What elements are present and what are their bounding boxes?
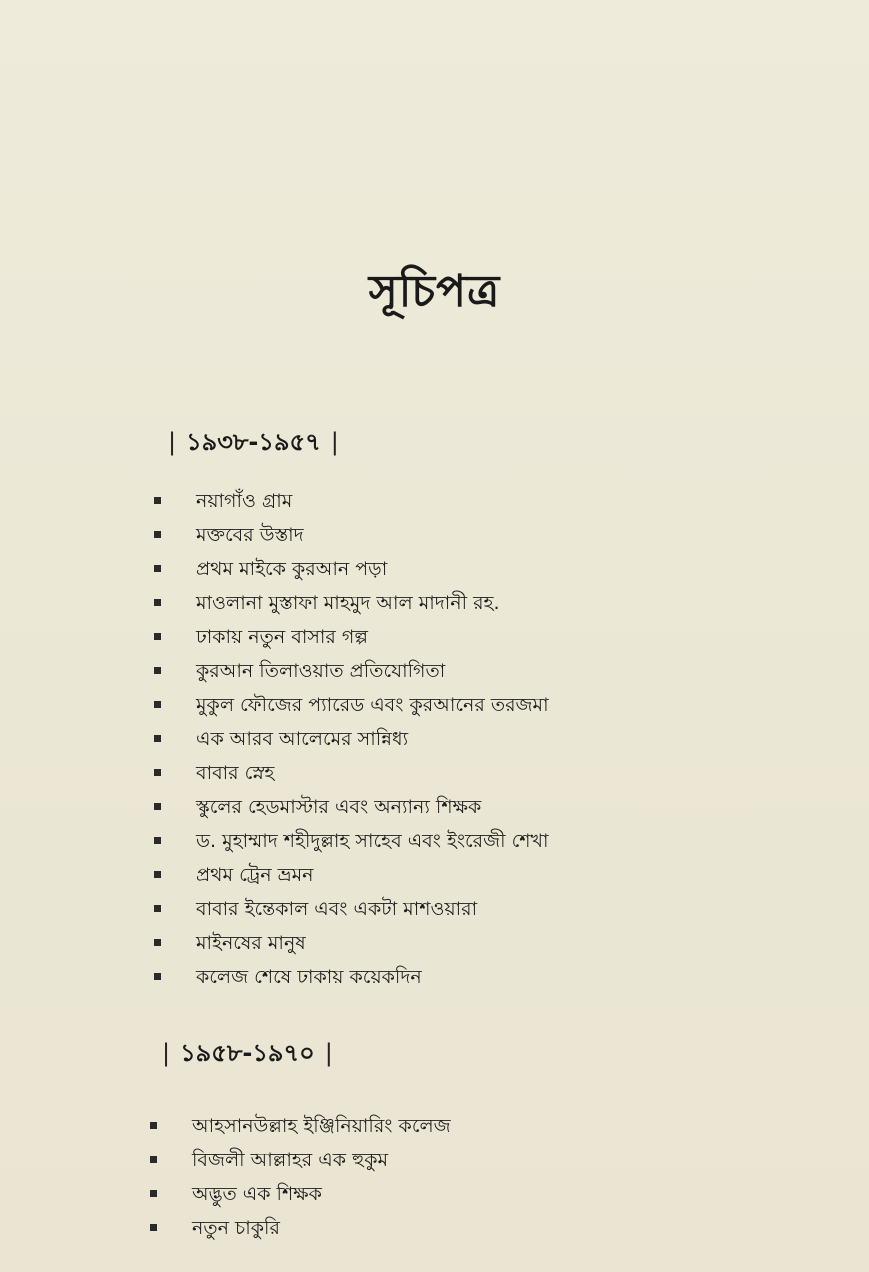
list-item-label: নতুন চাকুরি [192, 1217, 280, 1239]
section-heading-1958-1970 [152, 1035, 343, 1075]
bullet-square-icon [154, 973, 161, 980]
list-item-label: মুকুল ফৌজের প্যারেড এবং কুরআনের তরজমা [196, 694, 549, 716]
list-item-label: মক্তবের উস্তাদ [196, 524, 304, 546]
divider-bar-right: | [330, 428, 339, 456]
bullet-square-icon [154, 837, 161, 844]
list-item-label: ঢাকায় নতুন বাসার গল্প [196, 626, 368, 648]
list-item-label: মাওলানা মুস্তাফা মাহমুদ আল মাদানী রহ. [196, 592, 500, 614]
bullet-square-icon [154, 565, 161, 572]
page-title: সূচিপত্র [368, 266, 501, 317]
list-item-label: কলেজ শেষে ঢাকায় কয়েকদিন [196, 966, 422, 988]
bullet-square-icon [154, 905, 161, 912]
list-item-label: বিজলী আল্লাহর এক হুকুম [192, 1149, 389, 1171]
list-item-label: আহসানউল্লাহ ইঞ্জিনিয়ারিং কলেজ [192, 1115, 451, 1137]
bullet-square-icon [150, 1122, 157, 1129]
bullet-square-icon [154, 769, 161, 776]
bullet-square-icon [154, 531, 161, 538]
bullet-square-icon [154, 735, 161, 742]
bullet-square-icon [154, 599, 161, 606]
bullet-square-icon [150, 1224, 157, 1231]
bullet-square-icon [154, 701, 161, 708]
bullet-square-icon [154, 633, 161, 640]
list-item-label: মাইনষের মানুষ [196, 932, 306, 954]
list-item-label: কুরআন তিলাওয়াত প্রতিযোগিতা [196, 660, 446, 682]
section-heading-1938-1957 [158, 424, 349, 464]
list-item-label: বাবার ইন্তেকাল এবং একটা মাশওয়ারা [196, 898, 478, 920]
bullet-square-icon [150, 1156, 157, 1163]
bullet-square-icon [154, 871, 161, 878]
list-item-label: ড. মুহাম্মাদ শহীদুল্লাহ সাহেব এবং ইংরেজী শেখা [196, 830, 549, 852]
list-item-label: এক আরব আলেমের সান্নিধ্য [196, 728, 409, 750]
section-heading-label: ১৯৫৮-১৯৭০ [180, 1039, 315, 1067]
bullet-square-icon [154, 497, 161, 504]
divider-bar-right: | [324, 1039, 333, 1067]
list-item-label: নয়াগাঁও গ্রাম [196, 490, 293, 512]
list-item-label: বাবার স্নেহ [196, 762, 275, 784]
divider-bar-left: | [162, 1039, 171, 1067]
bullet-square-icon [154, 667, 161, 674]
list-item-label: প্রথম মাইকে কুরআন পড়া [196, 558, 388, 580]
list-item-label: প্রথম ট্রেন ভ্রমন [196, 864, 314, 886]
section-heading-label: ১৯৩৮-১৯৫৭ [186, 428, 321, 456]
bullet-square-icon [150, 1190, 157, 1197]
list-item-label: স্কুলের হেডমাস্টার এবং অন্যান্য শিক্ষক [196, 796, 482, 818]
bullet-square-icon [154, 803, 161, 810]
bullet-square-icon [154, 939, 161, 946]
divider-bar-left: | [168, 428, 177, 456]
list-item-label: অদ্ভুত এক শিক্ষক [192, 1183, 322, 1205]
